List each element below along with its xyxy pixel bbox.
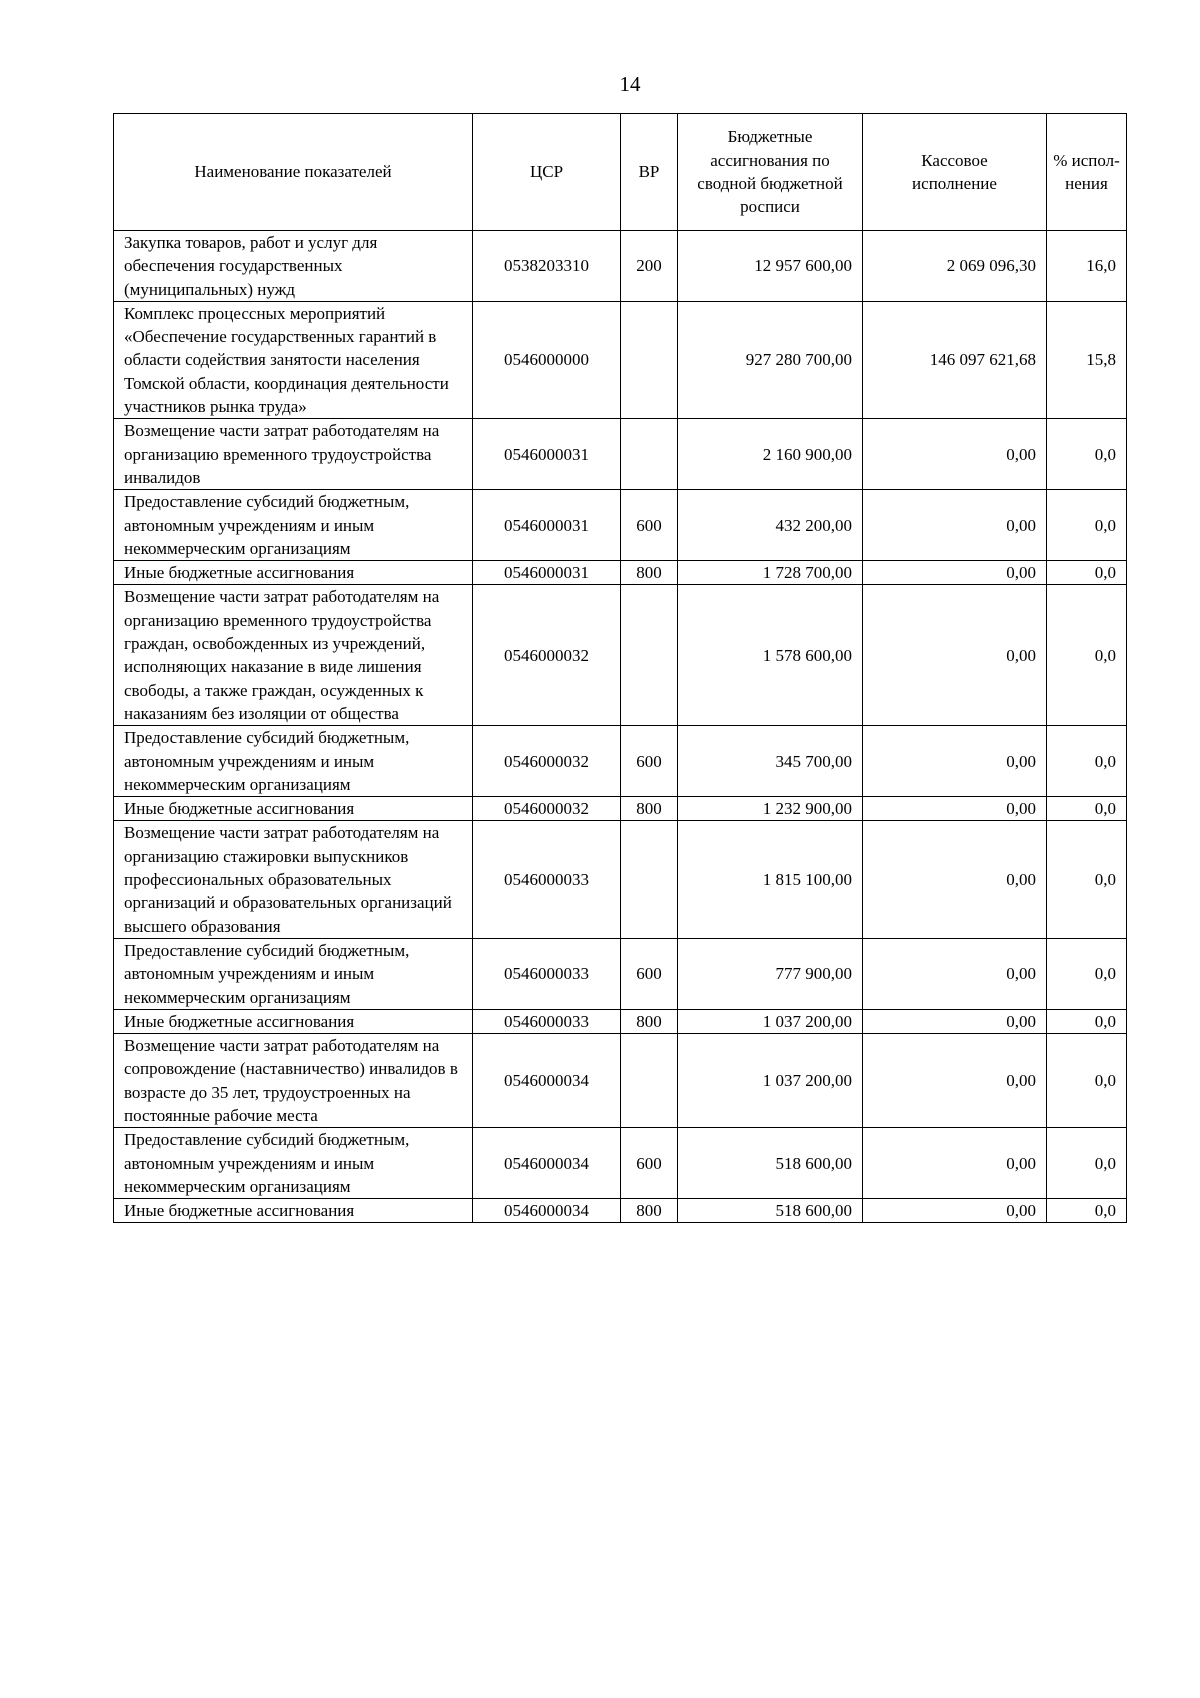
cell-percent: 15,8 <box>1047 301 1127 418</box>
cell-budget: 1 578 600,00 <box>678 585 863 726</box>
cell-budget: 345 700,00 <box>678 726 863 797</box>
table-row <box>114 585 1127 726</box>
cell-vr <box>621 419 678 490</box>
cell-budget: 518 600,00 <box>678 1199 863 1223</box>
cell-cash: 0,00 <box>863 561 1047 585</box>
cell-percent: 0,0 <box>1047 561 1127 585</box>
cell-indicator-name: Предоставление субсидий бюджетным, автономным учреждениям и иным некоммерческим организациям <box>114 1128 473 1199</box>
cell-csr: 0546000032 <box>473 797 621 821</box>
cell-indicator-name: Возмещение части затрат работодателям на организацию стажировки выпускников профессиональных образовательных организаций и образовательных организаций высшего образования <box>114 821 473 938</box>
cell-csr: 0546000031 <box>473 419 621 490</box>
cell-cash: 0,00 <box>863 419 1047 490</box>
cell-csr: 0546000033 <box>473 1009 621 1033</box>
table-row <box>114 726 1127 797</box>
cell-indicator-name: Иные бюджетные ассигнования <box>114 561 473 585</box>
table-row <box>114 1128 1127 1199</box>
table-row <box>114 938 1127 1009</box>
cell-cash: 0,00 <box>863 490 1047 561</box>
page-number: 14 <box>619 72 641 96</box>
cell-indicator-name: Возмещение части затрат работодателям на организацию временного трудоустройства граждан, освобожденных из учреждений, исполняющих наказание в виде лишения свободы, а также граждан, осужденных к наказаниям без изоляции от общества <box>114 585 473 726</box>
cell-budget: 1 232 900,00 <box>678 797 863 821</box>
table-row <box>114 301 1127 418</box>
cell-cash: 2 069 096,30 <box>863 231 1047 302</box>
cell-indicator-name: Комплекс процессных мероприятий «Обеспечение государственных гарантий в области содействия занятости населения Томской области, координация деятельности участников рынка труда» <box>114 301 473 418</box>
cell-budget: 12 957 600,00 <box>678 231 863 302</box>
table-row <box>114 821 1127 938</box>
cell-csr: 0546000031 <box>473 561 621 585</box>
header-csr: ЦСР <box>473 114 621 231</box>
cell-csr: 0538203310 <box>473 231 621 302</box>
table-row <box>114 1034 1127 1128</box>
cell-cash: 0,00 <box>863 726 1047 797</box>
cell-percent: 0,0 <box>1047 938 1127 1009</box>
cell-vr: 200 <box>621 231 678 302</box>
cell-csr: 0546000033 <box>473 938 621 1009</box>
header-execution-percent: % испол-нения <box>1047 114 1127 231</box>
cell-percent: 0,0 <box>1047 797 1127 821</box>
cell-cash: 0,00 <box>863 821 1047 938</box>
cell-vr <box>621 1034 678 1128</box>
table-row <box>114 561 1127 585</box>
cell-indicator-name: Предоставление субсидий бюджетным, автономным учреждениям и иным некоммерческим организациям <box>114 726 473 797</box>
cell-vr: 800 <box>621 1009 678 1033</box>
cell-indicator-name: Возмещение части затрат работодателям на сопровождение (наставничество) инвалидов в возрасте до 35 лет, трудоустроенных на постоянные рабочие места <box>114 1034 473 1128</box>
cell-cash: 0,00 <box>863 1034 1047 1128</box>
cell-budget: 1 815 100,00 <box>678 821 863 938</box>
cell-vr <box>621 301 678 418</box>
header-vr: ВР <box>621 114 678 231</box>
cell-percent: 0,0 <box>1047 585 1127 726</box>
cell-indicator-name: Закупка товаров, работ и услуг для обеспечения государственных (муниципальных) нужд <box>114 231 473 302</box>
cell-percent: 0,0 <box>1047 1034 1127 1128</box>
table-row <box>114 1199 1127 1223</box>
cell-vr: 800 <box>621 797 678 821</box>
cell-indicator-name: Иные бюджетные ассигнования <box>114 1009 473 1033</box>
cell-vr: 600 <box>621 938 678 1009</box>
cell-percent: 0,0 <box>1047 726 1127 797</box>
cell-cash: 0,00 <box>863 1199 1047 1223</box>
cell-cash: 0,00 <box>863 938 1047 1009</box>
cell-percent: 0,0 <box>1047 1128 1127 1199</box>
table-row <box>114 1009 1127 1033</box>
header-budget-allocations: Бюджетные ассигнования по сводной бюджетной росписи <box>678 114 863 231</box>
cell-vr: 600 <box>621 490 678 561</box>
cell-csr: 0546000032 <box>473 726 621 797</box>
cell-vr: 800 <box>621 1199 678 1223</box>
cell-percent: 0,0 <box>1047 490 1127 561</box>
cell-cash: 0,00 <box>863 1128 1047 1199</box>
cell-budget: 777 900,00 <box>678 938 863 1009</box>
cell-percent: 0,0 <box>1047 419 1127 490</box>
cell-indicator-name: Предоставление субсидий бюджетным, автономным учреждениям и иным некоммерческим организациям <box>114 490 473 561</box>
cell-csr: 0546000034 <box>473 1034 621 1128</box>
cell-indicator-name: Иные бюджетные ассигнования <box>114 797 473 821</box>
cell-indicator-name: Иные бюджетные ассигнования <box>114 1199 473 1223</box>
cell-cash: 0,00 <box>863 1009 1047 1033</box>
cell-percent: 0,0 <box>1047 1199 1127 1223</box>
cell-csr: 0546000000 <box>473 301 621 418</box>
cell-cash: 146 097 621,68 <box>863 301 1047 418</box>
cell-vr: 600 <box>621 726 678 797</box>
cell-vr <box>621 821 678 938</box>
table-row <box>114 231 1127 302</box>
cell-csr: 0546000034 <box>473 1199 621 1223</box>
cell-cash: 0,00 <box>863 585 1047 726</box>
cell-percent: 0,0 <box>1047 821 1127 938</box>
cell-budget: 1 037 200,00 <box>678 1034 863 1128</box>
cell-budget: 518 600,00 <box>678 1128 863 1199</box>
cell-csr: 0546000031 <box>473 490 621 561</box>
table-header-row <box>114 114 1127 231</box>
cell-budget: 2 160 900,00 <box>678 419 863 490</box>
cell-budget: 1 037 200,00 <box>678 1009 863 1033</box>
cell-vr <box>621 585 678 726</box>
cell-csr: 0546000034 <box>473 1128 621 1199</box>
cell-cash: 0,00 <box>863 797 1047 821</box>
cell-budget: 1 728 700,00 <box>678 561 863 585</box>
cell-indicator-name: Предоставление субсидий бюджетным, автономным учреждениям и иным некоммерческим организациям <box>114 938 473 1009</box>
table-row <box>114 419 1127 490</box>
cell-vr: 600 <box>621 1128 678 1199</box>
cell-indicator-name: Возмещение части затрат работодателям на организацию временного трудоустройства инвалидов <box>114 419 473 490</box>
budget-table <box>113 113 1127 1223</box>
cell-percent: 16,0 <box>1047 231 1127 302</box>
header-cash-execution: Кассовое исполнение <box>863 114 1047 231</box>
header-indicator-name: Наименование показателей <box>114 114 473 231</box>
table-row <box>114 490 1127 561</box>
cell-csr: 0546000032 <box>473 585 621 726</box>
table-row <box>114 797 1127 821</box>
cell-percent: 0,0 <box>1047 1009 1127 1033</box>
cell-budget: 432 200,00 <box>678 490 863 561</box>
cell-vr: 800 <box>621 561 678 585</box>
cell-budget: 927 280 700,00 <box>678 301 863 418</box>
cell-csr: 0546000033 <box>473 821 621 938</box>
